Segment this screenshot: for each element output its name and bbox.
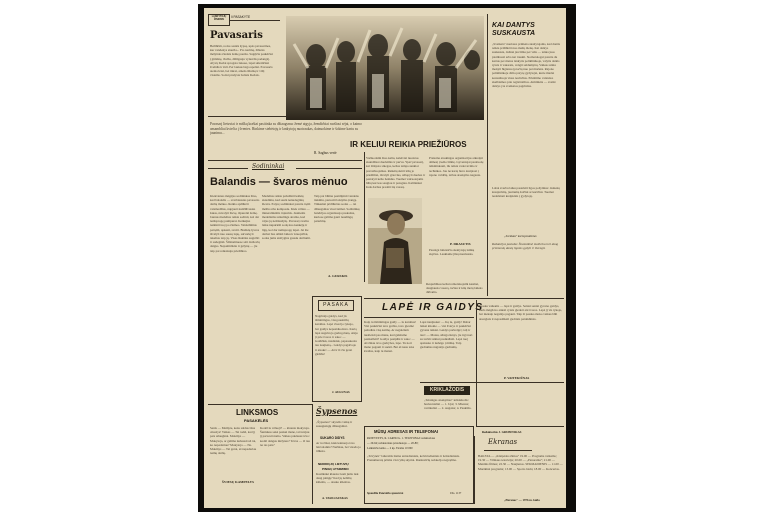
funny-title: LINKSMOS (236, 408, 279, 417)
address-line-1: PANEVĖŽYS, R. CARNO G. 1. TELEFONAI: redaktoriaus (367, 437, 436, 440)
smiles-sub3: PINIGŲ ATSIIMIMO (322, 467, 349, 471)
newspaper-page (204, 8, 566, 508)
funny-text-2: Kodėl tu vėluoji? — klausia mokytoja. Šuniukas sekė paskui mane, tai turėjau jį parvesti namo. Vaikas paklausė tėvo: kodėl dangus mėlynas? Tėvas — O tau ne tas pats? (260, 426, 310, 447)
address-line-3: Laikraščio kaina — 2 kp. Tiražas 10 000 (367, 447, 413, 450)
right-article-text-3: Redakcijos pastaba: Šiuolaikinė medicina turi daug priemonių dantų ligoms gydyti ir išvengti. (492, 242, 559, 251)
pasaka-text: Nagrinėja gaidys, kad jis išmintingas, visų paukščių karalius. Lapė visad jo tykojo, bet gaidys nepasiduodavo. Kartą lapė sugalvojo gudrų planą. Atėjo ji prie tvoros ir sako: — Gaidžiuk, nusileisk, papasakosiu tau naujieną... Gaidys pagalvojo ir atsakė: — Aš ir iš čia gerai girdžiu! (315, 314, 358, 356)
garden-author: A. GURSKIS (328, 274, 348, 278)
funny-text: Senis — Mamyte, koks saldus šitas obuolys! Vaikas — Tai todėl, kad jį pats užauginai. Mokinys — Mokytoja, ar galima nubausti už tai, ko nepadariau? Mokytoja — Ne. Mokinys — Tai gerai, aš nepadariau namų darbų. (210, 426, 257, 456)
garden-title: Balandis — švaros mėnuo (210, 176, 348, 188)
garden-col-2: Medelius reikia pabaltinti kalkių skiediniu, kad saulė nenudegintų žievės. Patyrę sodininkai pataria tręšti mėšlu arba kompostu. Kiek vėliau — mineralinėmis trąšomis. Jauniems medeliams reikalinga atrama, kad vėjas jų neišlaužytų. Pavasarį svarbu laiku nupurkšti sodą nuo kenkėjų ir ligų, kol dar neišsprogę lapai. Jei šie darbai bus atlikti laiku ir kruopščiai, sodas jums atsilygins gausiu derliumi. (262, 194, 311, 241)
smiles-text-3: Kasininkė klausia: kam jums tiek daug pinigų? Kad jų nebūtų kitiems, — atsako klientas. (316, 472, 359, 485)
folk-dance-photo (286, 16, 484, 120)
smiles-sub2: NEDIDIŲJŲ LIETUVIŲ (318, 462, 349, 466)
road-article-author: P. DRASUTIS (450, 242, 471, 246)
address-line-2: — 20-64; redaktoriaus pavaduotojo — 20-80; (367, 442, 419, 445)
right-article-text-1: „Sveikata" nuolatos primena skaitytojams, kad dantis reikia prižiūrėti nuo mažų dienų. Kai dantys suskausta, dažnai jau būna per vėlu — tenka juos plombuoti arba net traukti. Stomatologai pataria du kartus per metus lankytis poliklinikoje, valytis dantis rytais ir vakarais, vengti saldumynų. Vaikus reikia mokyti higienos įpročių nuo pat mažens. Rajono poliklinikoje dirba patyrę gydytojai, kurie mielai konsultuoja visus norinčius. Priėmimo valandos skelbiamos prie registratūros. Atminkite — sveiki dantys yra sveikatos pagrindas. (492, 42, 561, 89)
road-article-col-1: Važiuodami šiuo keliu, keleiviai nuolatos skundžiasi duobėmis ir purvu. Ypač pavasarį, kai ištirpsta sniegas, kelias tampa sunkiai pravažiuojamas. Reikėtų skirti lėšų jo priežiūrai, išvalyti griovius, užlopyti duobes ir pastatyti kelio ženklus. Tuomet vairuotojams būtų kur kas saugiau ir patogiau. Kelininkai žada darbus pradėti šią vasarą. (366, 156, 426, 190)
fox-title: LAPĖ IR GAIDYS (382, 302, 484, 313)
tv-logo: Ekranas (488, 438, 518, 446)
funny-footer: ŠVIESŲ KAMPELYS (222, 480, 254, 484)
smiles-text-2: Ar tu žinai, kiek kainuoja tavo laisvalaikis? Nežinau, bet visada jo trūksta. (316, 441, 361, 454)
address-index: Užs. 1137 (450, 492, 462, 495)
tv-footer: „Ekranas" — 1976 m. laida (504, 498, 540, 502)
crossword-text: „Teisingas atsakymas" kriklažodis: horizontaliai — 1. Upė; 3. Miestas; vertikaliai — 2. Augalas; 4. Paukštis. (424, 398, 472, 411)
fox-col-1: Kaip tu išmintingas gaidy — tu karalius! Visi paukščiai tave gerbia, tavo giesmė pažadina visą kaimą. Ar negalėtum nusileisti pas mane, kad galėtume pasikalbėti? Gaidys pasipūtė ir sako: — Aš žinau tavo gudrybes, lape. Tu nori mane pagauti ir suėsti. Bet aš nesu toks kvailas, kaip tu manai. (364, 320, 417, 354)
garden-col-1: Kiekvienas mėgėjas sodininkas žino, kad balandis — svarbiausias pavasario darbų mėnuo. Reikia apžiūrėti vaismedžius, nupjauti nudžiūvusias šakas, nuvalyti žievę, išpurenti žemę. Jaunus medelius reikia sodinti, kol dar neišsprogę pumpurai. Kenkėjus naikinti tuoj po žiemos. Vaiskrūmius patręšti, apkasti, ravėti. Braškių lysves išvalyti nuo sausų lapų, sutvarkyti takelius tarp jų. Visas šiukšles sugrėbti ir sudeginti. Šiltnamiuose sėti daržovių daigus. Nepamirškite ir gėlynų — jie taip pat reikalauja priežiūros. (210, 194, 260, 253)
crossword-author: Redaktorius J. GRUBINSKAS (482, 430, 522, 434)
road-article-col-2: Prašome atsakingas organizacijas atkreipti dėmesį į kelio būklę. Gyventojai pasiruošę talkininkauti, tik reikia vadovavimo ir technikos. Jau ne kartą buvo kreiptasi į rajono valdžią, tačiau atsakymo negauta. (429, 156, 484, 177)
poem-title: Pavasaris (210, 30, 263, 41)
right-article-author: „Sveikata" korespondentas (504, 234, 537, 238)
road-article-note: Parengė laikraščio skaitytojų laiškų skyrius. Laukiame jūsų nuomonės. (429, 248, 475, 257)
man-with-hat-photo (368, 198, 422, 284)
fox-col-2: Lapė nusijuokė: — Ką tu, gaidy! Dabar laikai kitokie — visi žvėrys ir paukščiai gyvena taikiai. Gaidys pažvelgė į tolį ir tarė: — Matau, atbėga šunys, jie irgi nori su tavim taikiai pasikalbėti. Lapė tuoj apsisuko ir nubėgo į mišką. Taip gudrumas nugalėjo gudrumą. (420, 320, 473, 350)
tv-programme: BAKSTA — „Klaipėdos žinios" 19.00 — Programa vaikams; 19.30 — Vilniaus televizija; 20.00 — „Panorama"; 21.00 — Meninis filmas; 22.30 — Naujienos. SEKMADIENIS — 11.00 — Muzikinė programa; 13.00 — Sporto laida; 18.00 — Koncertas. (478, 454, 563, 471)
smiles-author: A. VASILIAUSKAS (322, 496, 348, 500)
poem-intro: Pavasarį lietuviai ir miškų kraštai pasitinka su džiaugsmu: žemė atgyja, žemdirbiai ruošiasi sėjai, o kaimo ansambliai kviečia į šventes. Rinkime stebėtojų ir lankytojų nuotraukas, dainuokime ir šokime kartu su jaunimu... (210, 122, 362, 136)
fox-col-3: Pasaka vaikams — lapė ir gaidys. Seniai seniai gyveno gaidys, kuris mėgdavo anksti rytais giedoti ant tvoros. Lapė jį vis tykojo, bet niekaip negalėjo pagauti. Taip ši pasaka moko vaikus būti atsargiais ir nepasitikėti gudriais pataikūnais. (479, 304, 563, 321)
info-box: LANKYTOJŲ ŽINIOMS (208, 14, 230, 26)
fox-author: P. VAITEKIŪNAS (504, 376, 530, 380)
smiles-title: Šypsenos (316, 406, 358, 416)
poem-author: R. Saghus vertė (314, 151, 337, 155)
address-title: MŪSŲ ADRESAS IR TELEFONAI (374, 429, 439, 434)
road-article-col-3: Respublikos keliai remontuojami kasmet, daugiausia vasarą, tačiau ir kitų metų laikais dirbama. (426, 282, 483, 295)
address-text: „Tėvynės" laikraštis išeina antradieniais, ketvirtadieniais ir šeštadieniais. Prenumeratą priima visi ryšių skyriai. Rankraščių redakcija negrąžina. (367, 454, 460, 463)
newspaper-frame (198, 4, 576, 512)
section-label: Ii PASAKYTE (231, 15, 251, 19)
road-article-title: IR KELIUI REIKIA PRIEŽIŪROS (350, 140, 467, 149)
address-footer: Spaudžia Panevėžio spaustuvė (367, 492, 404, 495)
funny-subtitle: PASAKĖLĖS (244, 418, 269, 423)
garden-logo: Sodininkai (252, 163, 285, 170)
pasaka-label: PASAKA (318, 300, 354, 311)
garden-col-3: Taip pat būtina pasirūpinti vandens tiekimu, paruošti laistymo įrangą. Tinkamai prižiūrėtas sodas — tai džiaugsmas visai šeimai. Sodininkų bendrijos organizuoja paskaitas, kuriose galima gauti naudingų patarimų. (314, 194, 360, 224)
right-article-title: KAI DANTYS SUSKAUSTA (492, 22, 536, 37)
smiles-text-1: „Šypsenos" skyrelis vaikų ir suaugusiųjų džiaugsmui. (316, 420, 353, 429)
smiles-sub1: SUKARO DIDYS (320, 436, 345, 440)
pasaka-author: J. AUGUNAS (332, 390, 350, 394)
right-article-text-2: Labai svarbu laiku pastebėti ligos požymius: dantenų kraujavimą, jautrumą šalčiui ar karščiui. Tuomet nedelsiant kreipkitės į gydytoją. (492, 186, 560, 199)
poem-text: Bežiūrim, rodos saulės šypsą, upės pavasarines, kur vandenys siaučia... Pro nerimą, žibutės mėlynais žiedais žemę puošia. Sugrįžta paukščiai į gimtinę, čiulba, džiūgauja vyturėlis padangėj. Alyvų žiedai sprogsta šakose, lapai skleidžiasi švelnūs ir žali. Per laukus bėga upeliai. Pavasaris ateina lėtai, bet tikrai, atneša šilumą ir viltį visiems. Sodai pražysta baltais žiedais. (210, 44, 273, 78)
crossword-label: KRIKLAŽODIS (424, 386, 470, 395)
